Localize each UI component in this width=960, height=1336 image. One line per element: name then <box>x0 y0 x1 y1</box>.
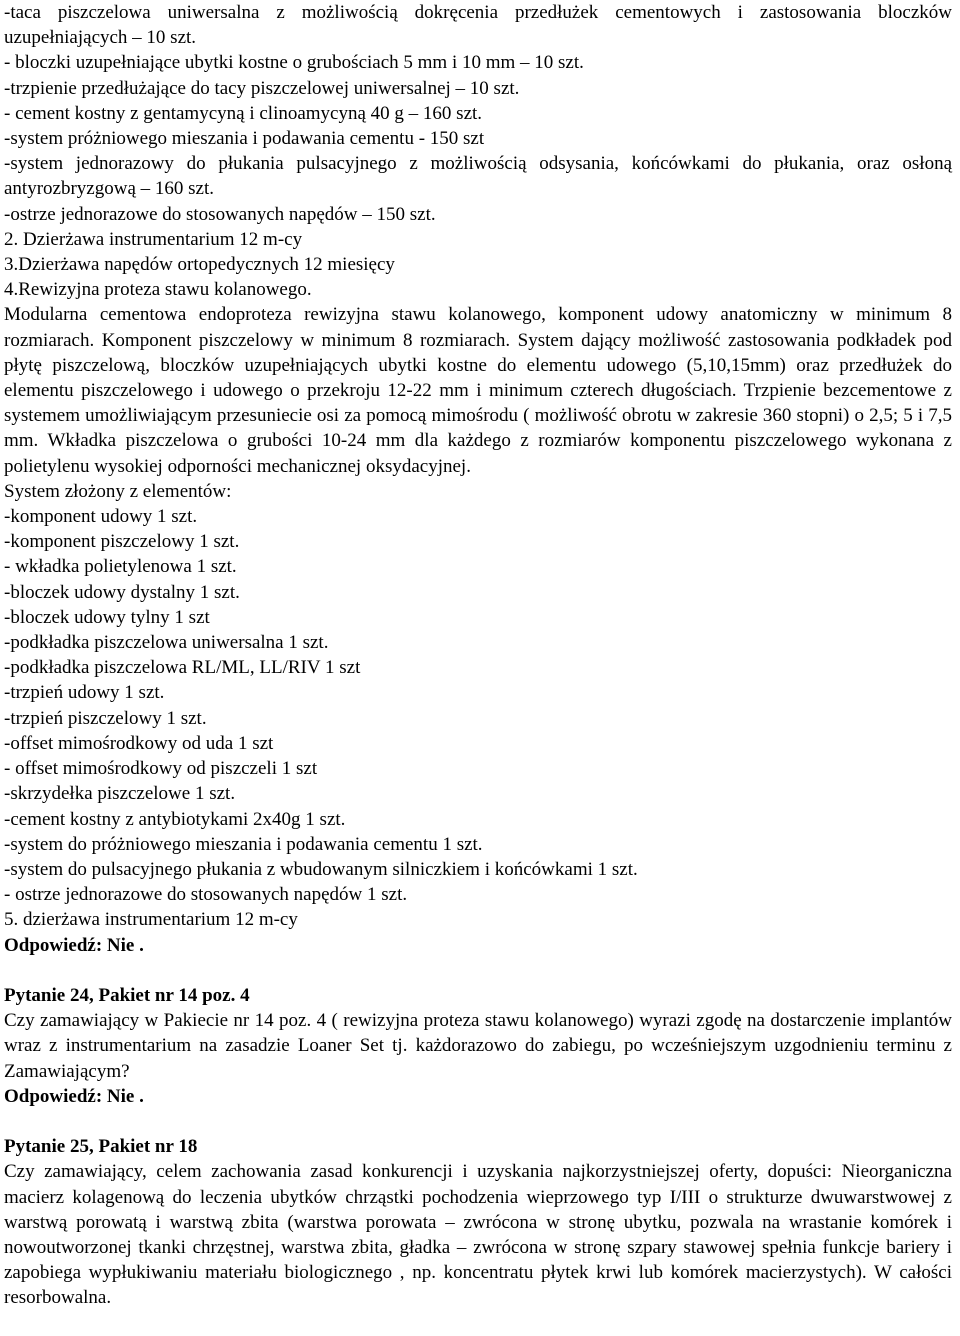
taca-item: -taca piszczelowa uniwersalna z możliwością dokręcenia przedłużek cementowych i zastosowania bloczków uzupełniających – 10 szt. <box>4 2 952 49</box>
component-item: - offset mimośrodkowy od piszczeli 1 szt <box>4 758 318 780</box>
lavage-system-item: -system jednorazowy do płukania pulsacyjnego z możliwością odsysania, końcówkami do płukania, oraz osłoną antyrozbryzgową – 160 szt. <box>4 153 952 200</box>
question-25-body: Czy zamawiający, celem zachowania zasad konkurencji i uzyskania najkorzystniejszej oferty, dopuści: Nieorganiczna macierz kolagenową do leczenia ubytków chrząstki pochodzenia wieprzowego typ I/III o strukturze dwuwarstwowej z warstwą porowatą i warstwą zbita (warstwa porowata – zwrócona w stronę ubytku, pozwala na wrastanie komórek i nowoutworzonej tkanki chrzęstnej, warstwa zbita, gładka – zwrócona w stronę szpary stawowej spełnia funkcje bariery i zapobiega wypłukiwaniu materiału biologicznego , np. koncentratu płytek krwi lub komórek macierzystych). W całości resorbowalna. <box>4 1161 952 1309</box>
component-item: -skrzydełka piszczelowe 1 szt. <box>4 783 236 805</box>
component-item: -system do próżniowego mieszania i podawania cementu 1 szt. <box>4 833 483 855</box>
components-intro: System złożony z elementów: <box>4 480 232 502</box>
component-item: -komponent udowy 1 szt. <box>4 506 198 528</box>
list-item: -trzpienie przedłużające do tacy piszczelowej uniwersalnej – 10 szt. <box>4 77 520 99</box>
question-24-answer: Odpowiedź: Nie . <box>4 1085 144 1107</box>
component-item: -bloczek udowy dystalny 1 szt. <box>4 581 240 603</box>
list-item: -system próżniowego mieszania i podawania cementu - 150 szt <box>4 128 485 150</box>
modular-prosthesis-description: Modularna cementowa endoproteza rewizyjna stawu kolanowego, komponent udowy anatomiczny w minimum 8 rozmiarach. Komponent piszczelowy w minimum 8 rozmiarach. System dający możliwość zastosowania podkładek pod płytę piszczelową, bloczków uzupełniających ubytki kostne do elementu udowego (5,10,15mm) oraz przedłużek do elementu piszczelowego i udowego o przekroju 12-22 mm i minimum czterech długościach. Trzpienie bezcementowe z systemem umożliwiającym przesuniecie osi za pomocą mimośrodu ( możliwość obrotu w zakresie 360 stopni) o 2,5; 5 i 7,5 mm. Wkładka piszczelowa o grubości 10-24 mm dla każdego z rozmiarów komponentu piszczelowego wykonana z polietylenu wysokiej odporności mechanicznej oksydacyjnej. <box>4 304 952 477</box>
component-item: -komponent piszczelowy 1 szt. <box>4 531 240 553</box>
component-item: -trzpień udowy 1 szt. <box>4 682 165 704</box>
component-item: - ostrze jednorazowe do stosowanych napędów 1 szt. <box>4 884 408 906</box>
component-item: -trzpień piszczelowy 1 szt. <box>4 707 207 729</box>
spacer <box>4 1109 952 1134</box>
question-24-heading: Pytanie 24, Pakiet nr 14 poz. 4 <box>4 984 250 1006</box>
component-item: -system do pulsacyjnego płukania z wbudowanym silniczkiem i końcówkami 1 szt. <box>4 858 638 880</box>
question-25-heading: Pytanie 25, Pakiet nr 18 <box>4 1136 198 1158</box>
list-item: 3.Dzierżawa napędów ortopedycznych 12 miesięcy <box>4 254 395 276</box>
list-item: 5. dzierżawa instrumentarium 12 m-cy <box>4 909 298 931</box>
list-item: 4.Rewizyjna proteza stawu kolanowego. <box>4 279 312 301</box>
answer: Odpowiedź: Nie . <box>4 934 144 956</box>
question-24-body: Czy zamawiający w Pakiecie nr 14 poz. 4 ( rewizyjna proteza stawu kolanowego) wyrazi zgodę na dostarczenie implantów wraz z instrumentarium na zasadzie Loaner Set tj. każdorazowo do zabiegu, po wcześniejszym uzgodnieniu terminu z Zamawiającym? <box>4 1010 952 1082</box>
spacer <box>4 958 952 983</box>
component-item: -offset mimośrodkowy od uda 1 szt <box>4 732 274 754</box>
component-item: - wkładka polietylenowa 1 szt. <box>4 556 237 578</box>
list-item: - bloczki uzupełniające ubytki kostne o grubościach 5 mm i 10 mm – 10 szt. <box>4 52 584 74</box>
list-item: -ostrze jednorazowe do stosowanych napędów – 150 szt. <box>4 203 436 225</box>
component-item: -podkładka piszczelowa uniwersalna 1 szt. <box>4 632 329 654</box>
list-item: 2. Dzierżawa instrumentarium 12 m-cy <box>4 228 303 250</box>
list-item: - cement kostny z gentamycyną i clinoamycyną 40 g – 160 szt. <box>4 102 483 124</box>
component-item: -bloczek udowy tylny 1 szt <box>4 606 210 628</box>
component-item: -podkładka piszczelowa RL/ML, LL/RIV 1 szt <box>4 657 361 679</box>
component-item: -cement kostny z antybiotykami 2x40g 1 szt. <box>4 808 346 830</box>
